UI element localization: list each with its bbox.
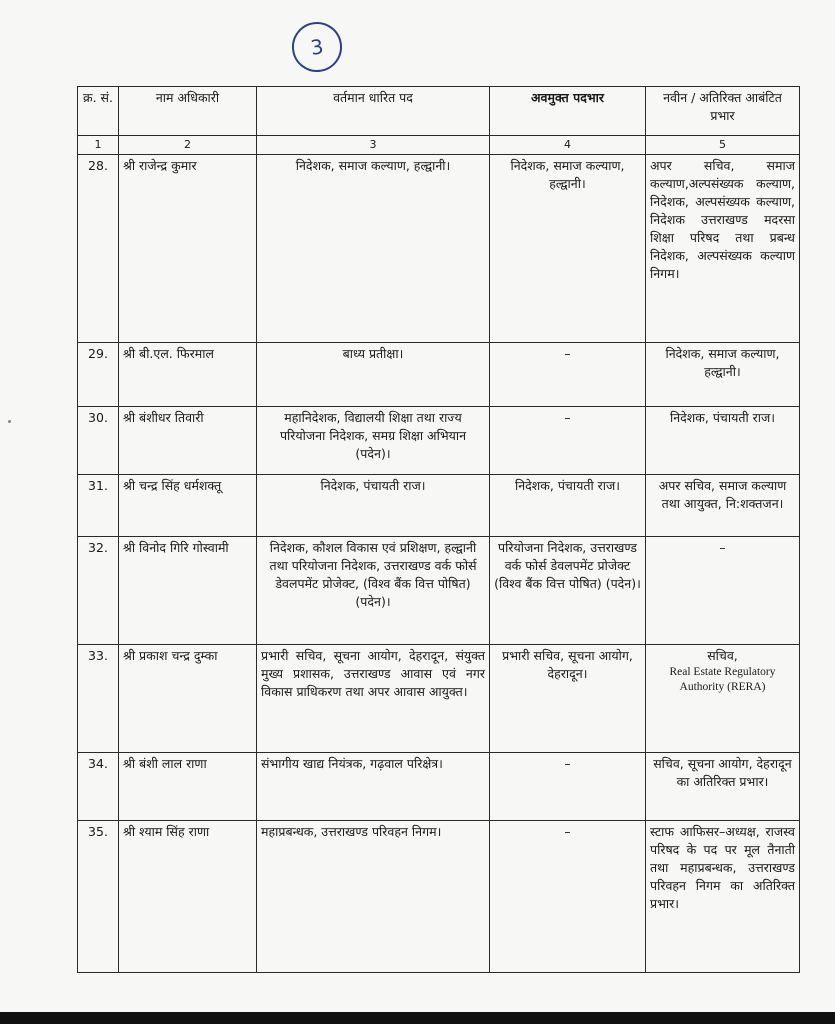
officer-name: श्री विनोद गिरि गोस्वामी [119,537,257,645]
new-charge: अपर सचिव, समाज कल्याण,अल्पसंख्यक कल्याण, निदेशक, अल्पसंख्यक कल्याण, निदेशक उत्तराखण्ड मदरसा शिक्षा परिषद तथा प्रबन्ध निदेशक, अल्पसंख्यक कल्याण निगम। [646,155,800,343]
header-officer-name: नाम अधिकारी [119,87,257,136]
officer-name: श्री बंशी लाल राणा [119,753,257,821]
serial-number: 28. [78,155,119,343]
serial-number: 31. [78,475,119,537]
new-charge-hindi: सचिव, [707,648,738,663]
serial-number: 34. [78,753,119,821]
table-row [78,645,800,753]
serial-number: 30. [78,407,119,475]
current-post: निदेशक, कौशल विकास एवं प्रशिक्षण, हल्द्वानी तथा परियोजना निदेशक, उत्तराखण्ड वर्क फोर्स डेवलपमेंट प्रोजेक्ट, (विश्व बैंक वित्त पोषित) (पदेन)। [257,537,490,645]
new-charge: अपर सचिव, समाज कल्याण तथा आयुक्त, नि:शक्तजन। [646,475,800,537]
column-number: 2 [119,136,257,155]
table-row [78,343,800,407]
officer-name: श्री बी.एल. फिरमाल [119,343,257,407]
officer-name: श्री चन्द्र सिंह धर्मशक्तू [119,475,257,537]
table-row [78,475,800,537]
table-row [78,537,800,645]
new-charge: सचिव, सूचना आयोग, देहरादून का अतिरिक्त प्रभार। [646,753,800,821]
new-charge: – [646,537,800,645]
table-row [78,753,800,821]
serial-number: 33. [78,645,119,753]
current-post: महानिदेशक, विद्यालयी शिक्षा तथा राज्य परियोजना निदेशक, समग्र शिक्षा अभियान (पदेन)। [257,407,490,475]
relieved-charge: – [490,821,646,973]
column-number-row [78,136,800,155]
table-row [78,821,800,973]
new-charge: स्टाफ आफिसर–अध्यक्ष, राजस्व परिषद के पद पर मूल तैनाती तथा महाप्रबन्धक, उत्तराखण्ड परिवहन निगम का अतिरिक्त प्रभार। [646,821,800,973]
officer-name: श्री राजेन्द्र कुमार [119,155,257,343]
header-row [78,87,800,136]
table-row [78,155,800,343]
serial-number: 35. [78,821,119,973]
header-relieved-charge: अवमुक्त पदभार [490,87,646,136]
column-number: 5 [646,136,800,155]
column-number: 3 [257,136,490,155]
page-number-circle: 3 [289,19,345,75]
new-charge [646,645,800,753]
new-charge: निदेशक, पंचायती राज। [646,407,800,475]
current-post: निदेशक, समाज कल्याण, हल्द्वानी। [257,155,490,343]
officer-name: श्री बंशीधर तिवारी [119,407,257,475]
header-new-charge: नवीन / अतिरिक्त आबंटित प्रभार [646,87,800,136]
relieved-charge: – [490,753,646,821]
officer-name: श्री प्रकाश चन्द्र दुम्का [119,645,257,753]
current-post: प्रभारी सचिव, सूचना आयोग, देहरादून, संयुक्त मुख्य प्रशासक, उत्तराखण्ड आवास एवं नगर विकास प्राधिकरण तथा अपर आवास आयुक्त। [257,645,490,753]
current-post: महाप्रबन्धक, उत्तराखण्ड परिवहन निगम। [257,821,490,973]
header-serial: क्र. सं. [78,87,119,136]
new-charge: निदेशक, समाज कल्याण, हल्द्वानी। [646,343,800,407]
serial-number: 32. [78,537,119,645]
column-number: 1 [78,136,119,155]
transfer-order-table [77,86,800,973]
relieved-charge: – [490,343,646,407]
relieved-charge: निदेशक, पंचायती राज। [490,475,646,537]
header-current-post: वर्तमान धारित पद [257,87,490,136]
column-number: 4 [490,136,646,155]
relieved-charge: परियोजना निदेशक, उत्तराखण्ड वर्क फोर्स डेवलपमेंट प्रोजेक्ट (विश्व बैंक वित्त पोषित) (पदेन)। [490,537,646,645]
scan-speck [8,420,11,423]
current-post: संभागीय खाद्य नियंत्रक, गढ़वाल परिक्षेत्र। [257,753,490,821]
current-post: निदेशक, पंचायती राज। [257,475,490,537]
new-charge-english: Real Estate Regulatory Authority (RERA) [669,666,776,693]
serial-number: 29. [78,343,119,407]
officer-name: श्री श्याम सिंह राणा [119,821,257,973]
current-post: बाध्य प्रतीक्षा। [257,343,490,407]
relieved-charge: प्रभारी सचिव, सूचना आयोग, देहरादून। [490,645,646,753]
relieved-charge: – [490,407,646,475]
table-row [78,407,800,475]
bottom-edge-bar [0,1012,835,1024]
relieved-charge: निदेशक, समाज कल्याण, हल्द्वानी। [490,155,646,343]
